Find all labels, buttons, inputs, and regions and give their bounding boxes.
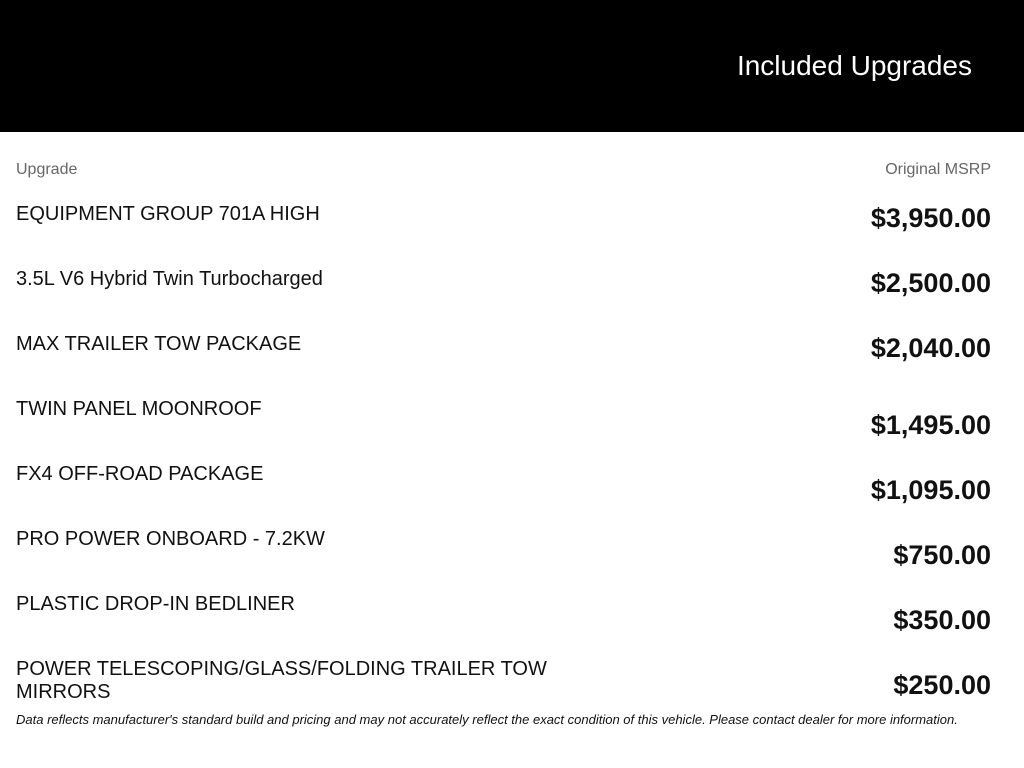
upgrade-row	[16, 333, 991, 398]
upgrade-price: $750.00	[893, 540, 991, 570]
upgrade-row	[16, 203, 991, 268]
upgrade-row	[16, 268, 991, 333]
upgrades-list	[16, 203, 991, 723]
upgrade-name: 3.5L V6 Hybrid Twin Turbocharged	[16, 268, 323, 290]
upgrade-name: TWIN PANEL MOONROOF	[16, 398, 262, 420]
upgrade-name: MAX TRAILER TOW PACKAGE	[16, 333, 302, 355]
column-header-msrp: Original MSRP	[885, 161, 991, 178]
upgrade-row	[16, 593, 991, 658]
upgrade-name: PRO POWER ONBOARD - 7.2KW	[16, 528, 325, 550]
column-header-upgrade: Upgrade	[16, 161, 78, 178]
upgrade-price: $1,095.00	[870, 475, 991, 505]
page-title: Included Upgrades	[736, 50, 972, 81]
upgrade-name: POWER TELESCOPING/GLASS/FOLDING TRAILER TOW MIRRORS	[16, 658, 547, 703]
upgrade-name: FX4 OFF-ROAD PACKAGE	[16, 463, 264, 485]
upgrade-price: $250.00	[893, 670, 991, 700]
upgrade-name: EQUIPMENT GROUP 701A HIGH	[16, 203, 320, 225]
upgrade-row	[16, 463, 991, 528]
upgrade-row	[16, 398, 991, 463]
upgrade-price: $2,500.00	[870, 268, 991, 298]
upgrade-price: $350.00	[893, 605, 991, 635]
upgrade-row	[16, 528, 991, 593]
upgrade-price: $2,040.00	[870, 333, 991, 363]
header-banner	[0, 0, 1024, 132]
disclaimer-text: Data reflects manufacturer's standard build and pricing and may not accurately reflect the exact condition of this vehicle. Please contact dealer for more information.	[16, 712, 958, 727]
upgrade-price: $3,950.00	[870, 203, 991, 233]
upgrade-price: $1,495.00	[870, 410, 991, 440]
upgrade-name: PLASTIC DROP-IN BEDLINER	[16, 593, 295, 615]
